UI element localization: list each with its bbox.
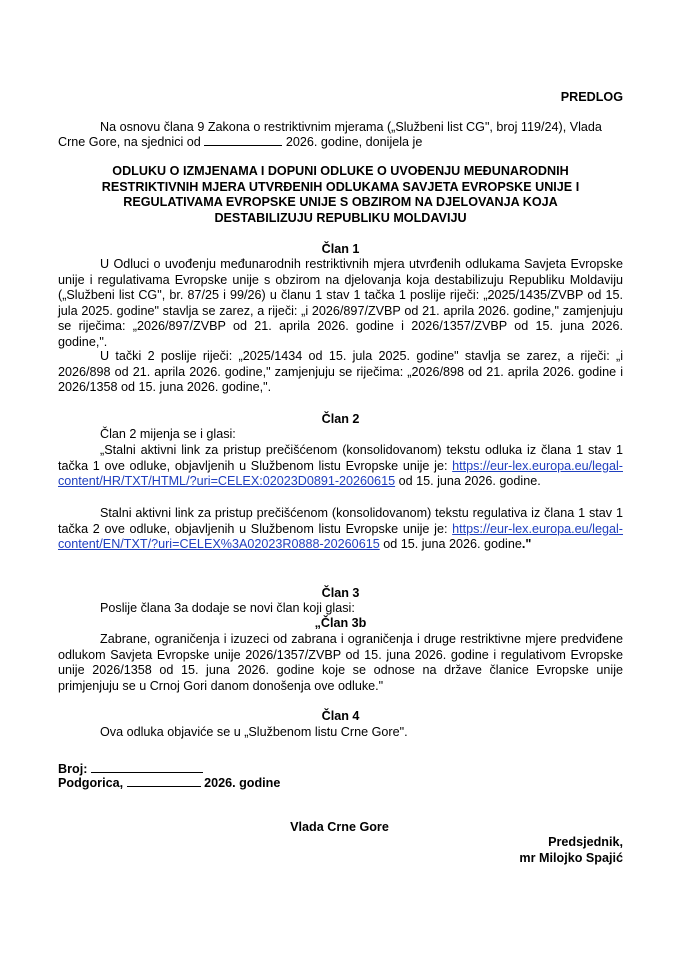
article-3-paragraph-1: Poslije člana 3a dodaje se novi član koji glasi: [100, 601, 355, 615]
president-title: Predsjednik, [548, 835, 623, 849]
signature-block [519, 835, 623, 866]
preamble-line-2 [58, 135, 422, 151]
article-2-paragraph-3-text: Stalni aktivni link za pristup prečišćenom (konsolidovanom) tekstu regulativa iz člana 1 stav 1 tačka 2 ove odluke, objavljenih u Službenom listu Evropske unije je: [58, 506, 623, 536]
article-2-paragraph-3 [58, 506, 623, 553]
title-line-3: REGULATIVAMA EVROPSKE UNIJE S OBZIROM NA DJELOVANJA KOJA [123, 195, 558, 210]
preamble-line-1: Na osnovu člana 9 Zakona o restriktivnim mjerama („Službeni list CG", broj 119/24), Vlada [100, 120, 602, 134]
article-1-heading: Član 1 [321, 242, 360, 256]
article-2-closing-quote: ." [521, 537, 532, 552]
decision-title [58, 164, 623, 226]
preamble-line-2-start: Crne Gore, na sjednici od [58, 135, 201, 149]
preamble-line-2-end: 2026. godine, donijela je [285, 135, 423, 149]
session-date-blank [204, 135, 282, 146]
article-3b-heading: „Član 3b [314, 616, 367, 630]
article-2-paragraph-2-date: od 15. juna 2026. godine. [398, 474, 541, 489]
number-blank [91, 762, 203, 773]
consolidated-decisions-link[interactable]: https://eur-lex.europa.eu/legal-content/HR/TXT/HTML/?uri=CELEX:02023D0891-20260615 [58, 458, 623, 489]
proposal-label: PREDLOG [560, 90, 623, 104]
title-line-1: ODLUKU O IZMJENAMA I DOPUNI ODLUKE O UVOĐENJU MEĐUNARODNIH [112, 164, 569, 178]
place-date-field [58, 776, 623, 792]
article-4-heading: Član 4 [321, 709, 360, 723]
place-label: Podgorica, [58, 776, 124, 790]
article-2-paragraph-2 [58, 443, 623, 490]
article-3-paragraph-2: Zabrane, ograničenja i izuzeci od zabrana i ograničenja i druge restriktivne mjere predviđene odlukom Savjeta Evropske unije 2026/1357/ZVBP od 15. juna 2026. godine i regulativom Evropske unije 2026/1358 od 15. juna 2026. godine koje se odnose na države članice Evropske unije primjenjuju se u Crnoj Gori danom donošenja ove odluke." [58, 632, 623, 693]
title-line-4: DESTABILIZUJU REPUBLIKU MOLDAVIJU [214, 210, 467, 225]
article-3-heading: Član 3 [321, 586, 360, 600]
article-1-paragraph-2: U tački 2 poslije riječi: „2025/1434 od 15. jula 2025. godine" stavlja se zarez, a riječi: „i 2026/898 od 21. aprila 2026. godine," zamjenjuju se riječima: „2026/898 od 21. aprila 2026. godine i 2026/1358 od 15. juna 2026. godine,". [58, 349, 623, 395]
date-blank [127, 776, 201, 787]
year-label: 2026. godine [204, 776, 281, 790]
title-line-2: RESTRIKTIVNIH MJERA UTVRĐENIH ODLUKAMA SAVJETA EVROPSKE UNIJE I [101, 179, 580, 194]
article-1-paragraph-1: U Odluci o uvođenju međunarodnih restriktivnih mjera utvrđenih odlukama Savjeta Evropske unije i regulativama Evropske unije s obzirom na djelovanja koja destabilizuju Republiku Moldaviju („Službeni list CG", br. 87/25 i 99/26) u članu 1 stav 1 tačka 1 poslije riječi: „2025/1435/ZVBP od 15. jula 2025. godine" stavlja se zarez, a riječi: „i 2026/897/ZVBP od 21. aprila 2026. godine," zamjenjuju se riječima: „2026/897/ZVBP od 21. aprila 2026. godine i 2026/1357/ZVBP od 15. juna 2026. godine,". [58, 257, 623, 349]
article-2-paragraph-1: Član 2 mijenja se i glasi: [100, 427, 236, 441]
article-2-paragraph-2-text: „Stalni aktivni link za pristup prečišćenom (konsolidovanom) tekstu odluka iz člana 1 stav 1 tačka 1 ove odluke, objavljenih u Službenom listu Evropske unije je: [58, 443, 623, 473]
article-4-paragraph-1: Ova odluka objaviće se u „Službenom listu Crne Gore". [100, 725, 408, 739]
article-2-heading: Član 2 [321, 412, 360, 426]
government-name: Vlada Crne Gore [290, 820, 389, 834]
number-label: Broj: [58, 762, 88, 776]
consolidated-regulations-link[interactable]: https://eur-lex.europa.eu/legal-content/EN/TXT/?uri=CELEX%3A02023R0888-20260615 [58, 521, 623, 552]
article-2-paragraph-3-date: od 15. juna 2026. godine [383, 537, 522, 552]
president-name: mr Milojko Spajić [519, 850, 623, 865]
